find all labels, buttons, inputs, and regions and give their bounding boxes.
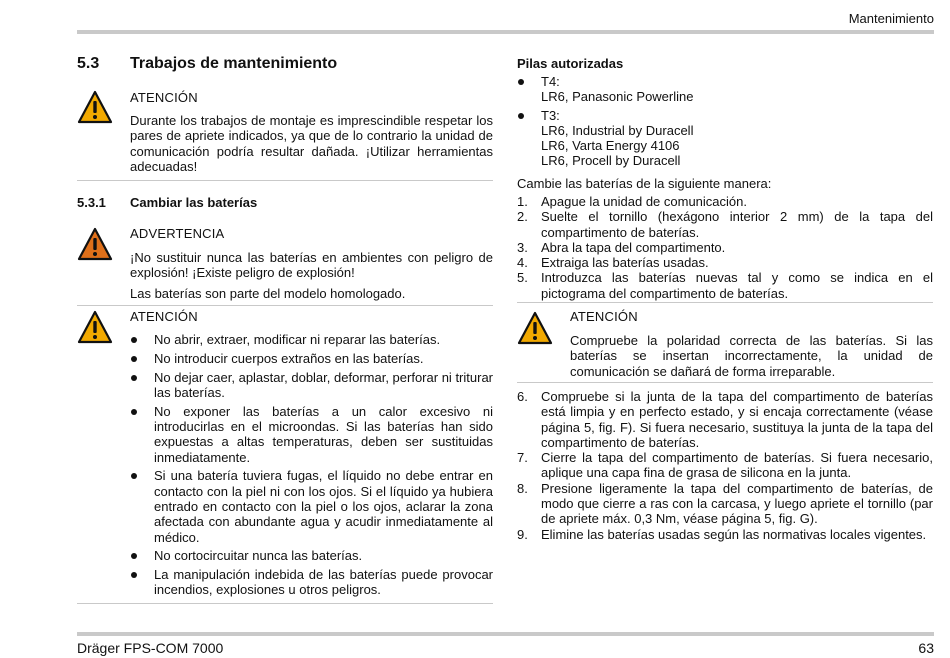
list-item [517, 240, 933, 255]
list-item [517, 108, 933, 169]
caution-text: Durante los trabajos de montaje es imprescindible respetar los pares de apriete indicados, ya que de lo contrario la unidad de comunicación podría resultar dañada. ¡Utilizar herramientas adecuadas! [130, 113, 493, 174]
list-item [517, 270, 933, 301]
step-number: 7. [517, 450, 528, 466]
warning-label: ADVERTENCIA [130, 226, 225, 241]
step-text: Extraiga las baterías usadas. [541, 255, 709, 271]
running-header: Mantenimiento [848, 11, 934, 26]
steps-intro: Cambie las baterías de la siguiente manera: [517, 176, 772, 191]
header-rule [77, 30, 934, 34]
divider [77, 305, 493, 306]
warning-note: Las baterías son parte del modelo homologado. [130, 286, 406, 301]
list-item [517, 209, 933, 240]
list-item: No cortocircuitar nunca las baterías. [130, 548, 493, 563]
step-number: 9. [517, 526, 528, 542]
list-item [517, 450, 933, 481]
step-text: Elimine las baterías usadas según las normativas locales vigentes. [541, 526, 927, 542]
subsection-title: Cambiar las baterías [130, 195, 258, 210]
section-number: 5.3 [77, 55, 100, 72]
step-number: 1. [517, 194, 528, 209]
battery-list [517, 74, 933, 169]
step-number: 6. [517, 389, 528, 404]
list-item [517, 255, 933, 270]
caution-label: ATENCIÓN [130, 309, 198, 324]
step-number: 4. [517, 255, 528, 271]
warning-triangle-icon [77, 227, 113, 261]
battery-model: LR6, Industrial by Duracell [541, 122, 694, 138]
step-number: 2. [517, 209, 528, 225]
steps-list [517, 194, 933, 301]
battery-type: T3: [541, 107, 560, 123]
list-item: No exponer las baterías a un calor excesivo ni introducirlas en el microondas. Si las baterías han sido expuestas a altas temperaturas, deben ser sustituidas inmediatamente. [130, 404, 493, 465]
list-item [517, 527, 933, 542]
list-item [517, 389, 933, 450]
subsection-number: 5.3.1 [77, 195, 106, 210]
step-text: Suelte el tornillo (hexágono interior 2 mm) de la tapa del compartimento de baterías. [541, 209, 933, 240]
footer-rule [77, 632, 934, 636]
list-item: Si una batería tuviera fugas, el líquido no debe entrar en contacto con la piel ni con los ojos. Si el líquido ya hubiera entrado en contacto con la piel o los ojos, aclarar la zona afectada con abundante agua y acudir inmediatamente al médico. [130, 468, 493, 544]
caution-triangle-icon [77, 90, 113, 124]
list-item: No dejar caer, aplastar, doblar, deformar, perforar ni triturar las baterías. [130, 370, 493, 401]
footer-product: Dräger FPS-COM 7000 [77, 640, 224, 656]
caution-label: ATENCIÓN [130, 90, 198, 105]
step-text: Apague la unidad de comunicación. [541, 194, 747, 209]
caution-label: ATENCIÓN [570, 309, 638, 324]
step-number: 5. [517, 270, 528, 286]
section-title: Trabajos de mantenimiento [130, 55, 338, 72]
step-text: Presione ligeramente la tapa del compartimento de baterías, de modo que cierre a ras con la carcasa, y luego apriete el tornillo (par de apriete máx. 0,3 Nm, véase página 5, fig. G). [541, 480, 933, 527]
divider [77, 603, 493, 604]
list-item [517, 74, 933, 105]
step-number: 3. [517, 239, 528, 255]
batteries-title: Pilas autorizadas [517, 56, 624, 71]
step-text: Cierre la tapa del compartimento de baterías. Si fuera necesario, aplique una capa fina de grasa de silicona en la junta. [541, 450, 933, 481]
list-item: No abrir, extraer, modificar ni reparar las baterías. [130, 332, 493, 347]
list-item [517, 194, 933, 209]
list-item: La manipulación indebida de las baterías puede provocar incendios, explosiones u otros peligros. [130, 567, 493, 598]
caution-triangle-icon [517, 311, 553, 345]
step-text: Compruebe si la junta de la tapa del compartimento de baterías está limpia y en perfecto estado, y si encaja correctamente (véase página 5, fig. F). Si fuera necesario, sustituya la junta de la tapa del compartimento de baterías. [541, 389, 933, 450]
divider [77, 180, 493, 181]
battery-model: LR6, Varta Energy 4106 [541, 138, 680, 154]
battery-model: LR6, Procell by Duracell [541, 153, 681, 169]
caution-list [130, 332, 493, 598]
warning-text: ¡No sustituir nunca las baterías en ambientes con peligro de explosión! ¡Existe peligro de explosión! [130, 250, 493, 281]
battery-model: LR6, Panasonic Powerline [541, 89, 694, 105]
divider [517, 302, 933, 303]
caution-text: Compruebe la polaridad correcta de las baterías. Si las baterías se insertan incorrectamente, la unidad de comunicación se dañará de forma irreparable. [570, 333, 933, 379]
divider [517, 382, 933, 383]
step-text: Introduzca las baterías nuevas tal y como se indica en el pictograma del compartimento de baterías. [541, 270, 933, 301]
page-number: 63 [918, 640, 934, 656]
steps-list [517, 389, 933, 542]
step-text: Abra la tapa del compartimento. [541, 239, 726, 255]
caution-triangle-icon [77, 310, 113, 344]
list-item: No introducir cuerpos extraños en las baterías. [130, 351, 493, 366]
step-number: 8. [517, 480, 528, 496]
list-item [517, 481, 933, 527]
battery-type: T4: [541, 74, 560, 89]
